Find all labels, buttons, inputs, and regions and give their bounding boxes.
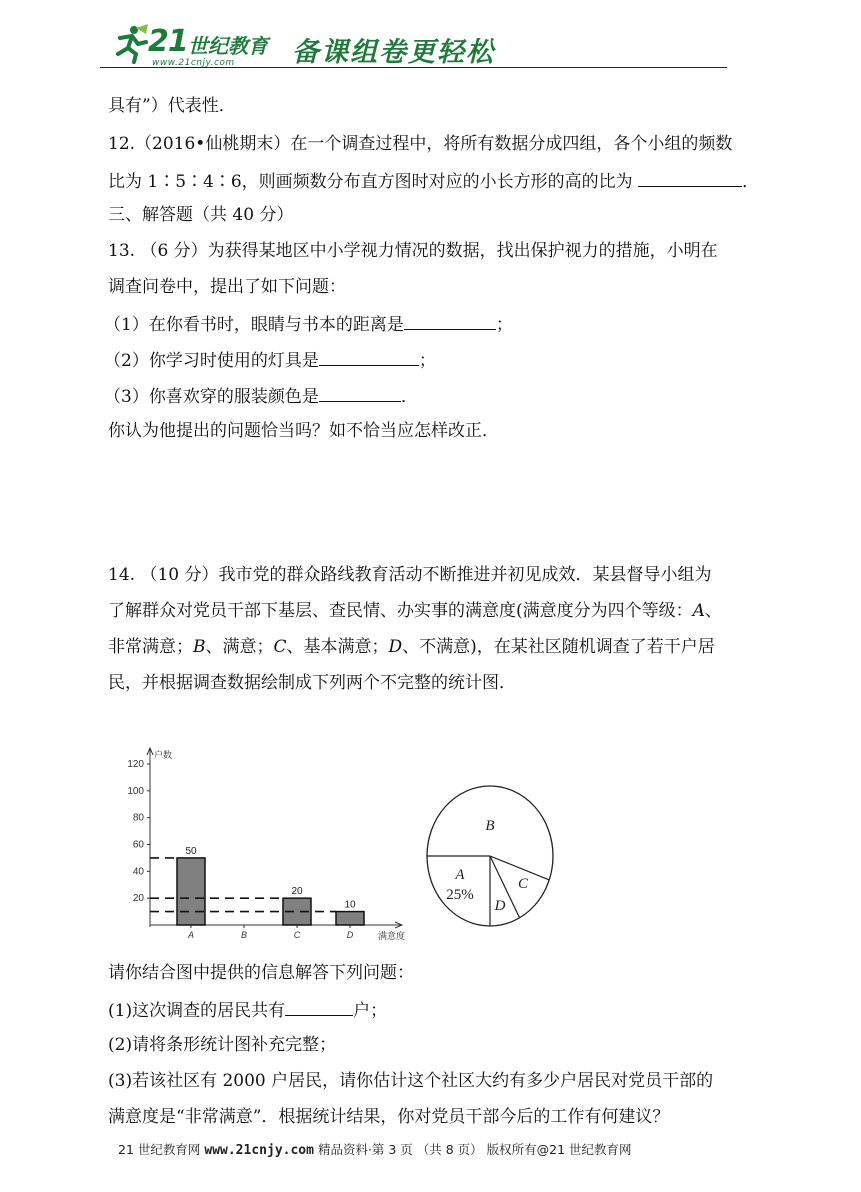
text-span: 、基本满意； bbox=[286, 637, 389, 657]
y-tick-label: 100 bbox=[127, 785, 144, 797]
logo-number: 21 bbox=[148, 24, 188, 59]
question-14-line-1: 14. （10 分）我市党的群众路线教育活动不断推进并初见成效．某县督导小组为 bbox=[108, 565, 712, 585]
item-text: （2）你学习时使用的灯具是 bbox=[104, 351, 319, 371]
x-axis-label: 满意度 bbox=[378, 931, 406, 941]
page-footer bbox=[118, 1140, 632, 1158]
question-12-line-2 bbox=[108, 168, 759, 194]
y-tick-label: 60 bbox=[132, 839, 144, 851]
bar-D bbox=[336, 912, 364, 925]
item-text: （3）你喜欢穿的服装颜色是 bbox=[104, 387, 319, 407]
text-span: 、不满意)，在某社区随机调查了若干户居 bbox=[402, 637, 715, 657]
text-span: 了解群众对党员干部下基层、查民情、办实事的满意度(满意度分为四个等级： bbox=[108, 601, 693, 621]
item-text: （1）在你看书时，眼睛与书本的距离是 bbox=[104, 315, 404, 335]
question-14-part-1 bbox=[108, 997, 387, 1023]
question-14-prompt: 请你结合图中提供的信息解答下列问题： bbox=[108, 963, 414, 983]
level-letter: A bbox=[692, 601, 705, 621]
data-label: 20 bbox=[291, 886, 303, 898]
bar-A bbox=[177, 858, 205, 925]
level-letter: D bbox=[388, 637, 403, 657]
question-13-item-1 bbox=[104, 311, 513, 337]
slice-percent-A: 25% bbox=[446, 887, 474, 903]
y-tick-label: 20 bbox=[132, 893, 144, 905]
level-letter: C bbox=[273, 637, 287, 657]
text-line: 具有”）代表性． bbox=[108, 96, 236, 116]
question-14-line-3 bbox=[108, 635, 715, 659]
question-14-part-3-line-2: 满意度是“非常满意”．根据统计结果，你对党员干部今后的工作有何建议？ bbox=[108, 1107, 670, 1127]
pie-chart bbox=[420, 784, 560, 934]
part-unit: 户； bbox=[353, 1001, 388, 1021]
page-header bbox=[100, 18, 727, 74]
question-13-item-3 bbox=[104, 383, 418, 409]
punctuation: ； bbox=[495, 315, 513, 335]
bar-chart bbox=[112, 740, 412, 945]
text-span: 、满意； bbox=[205, 637, 274, 657]
slice-label-D: D bbox=[494, 898, 506, 914]
question-13-line-2: 调查问卷中，提出了如下问题： bbox=[108, 277, 346, 297]
y-tick-label: 80 bbox=[132, 812, 144, 824]
text-span: 、 bbox=[704, 601, 722, 621]
punctuation: ． bbox=[742, 172, 760, 192]
footer-url[interactable]: www.21cnjy.com bbox=[204, 1143, 314, 1158]
text-span: 非常满意； bbox=[108, 637, 193, 657]
punctuation: ． bbox=[400, 387, 418, 407]
question-13-item-2 bbox=[104, 347, 436, 373]
x-tick-label: C bbox=[293, 930, 301, 940]
answer-blank[interactable] bbox=[319, 347, 419, 366]
punctuation: ； bbox=[418, 351, 436, 371]
data-label: 50 bbox=[185, 845, 197, 857]
answer-blank[interactable] bbox=[638, 168, 742, 187]
footer-info: 精品资料·第 3 页 （共 8 页） 版权所有@21 世纪教育网 bbox=[317, 1142, 632, 1157]
x-tick-label: B bbox=[240, 930, 248, 940]
slice-label-C: C bbox=[517, 876, 529, 892]
level-letter: B bbox=[193, 637, 206, 657]
question-14-part-2: (2)请将条形统计图补充完整； bbox=[108, 1035, 337, 1055]
question-13-line-3: 你认为他提出的问题恰当吗？如不恰当应怎样改正． bbox=[108, 421, 499, 441]
answer-blank[interactable] bbox=[319, 383, 401, 402]
slice-label-A: A bbox=[455, 867, 465, 883]
x-tick-label: A bbox=[187, 930, 195, 940]
runner-logo-icon bbox=[110, 24, 150, 64]
y-axis-label: 户数 bbox=[154, 750, 173, 760]
data-label: 10 bbox=[344, 899, 356, 911]
y-tick-label: 40 bbox=[132, 866, 144, 878]
section-heading: 三、解答题（共 40 分） bbox=[108, 205, 294, 225]
slice-label-B: B bbox=[485, 818, 495, 834]
header-slogan: 备课组卷更轻松 bbox=[292, 37, 495, 68]
question-12-line-1: 12.（2016•仙桃期末）在一个调查过程中，将所有数据分成四组，各个小组的频数 bbox=[108, 134, 733, 154]
x-tick-label: D bbox=[346, 930, 354, 940]
question-14-part-3-line-1: (3)若该社区有 2000 户居民，请你估计这个社区大约有多少户居民对党员干部的 bbox=[108, 1071, 714, 1091]
logo-name: 世纪教育 bbox=[188, 34, 268, 58]
logo-url: www.21cnjy.com bbox=[152, 58, 235, 68]
part-text: (1)这次调查的居民共有 bbox=[108, 1001, 286, 1021]
question-14-line-4: 民，并根据调查数据绘制成下列两个不完整的统计图． bbox=[108, 673, 516, 693]
question-13-line-1: 13. （6 分）为获得某地区中小学视力情况的数据，找出保护视力的措施，小明在 bbox=[108, 241, 718, 261]
question-12-text: 比为 1∶5∶4∶6，则画频数分布直方图时对应的小长方形的高的比为 bbox=[108, 172, 633, 192]
y-tick-label: 120 bbox=[127, 759, 144, 770]
answer-blank[interactable] bbox=[404, 311, 496, 330]
answer-blank[interactable] bbox=[285, 997, 353, 1016]
header-divider bbox=[100, 67, 727, 68]
footer-site: 21 世纪教育网 bbox=[118, 1142, 201, 1157]
question-14-line-2 bbox=[108, 599, 722, 623]
